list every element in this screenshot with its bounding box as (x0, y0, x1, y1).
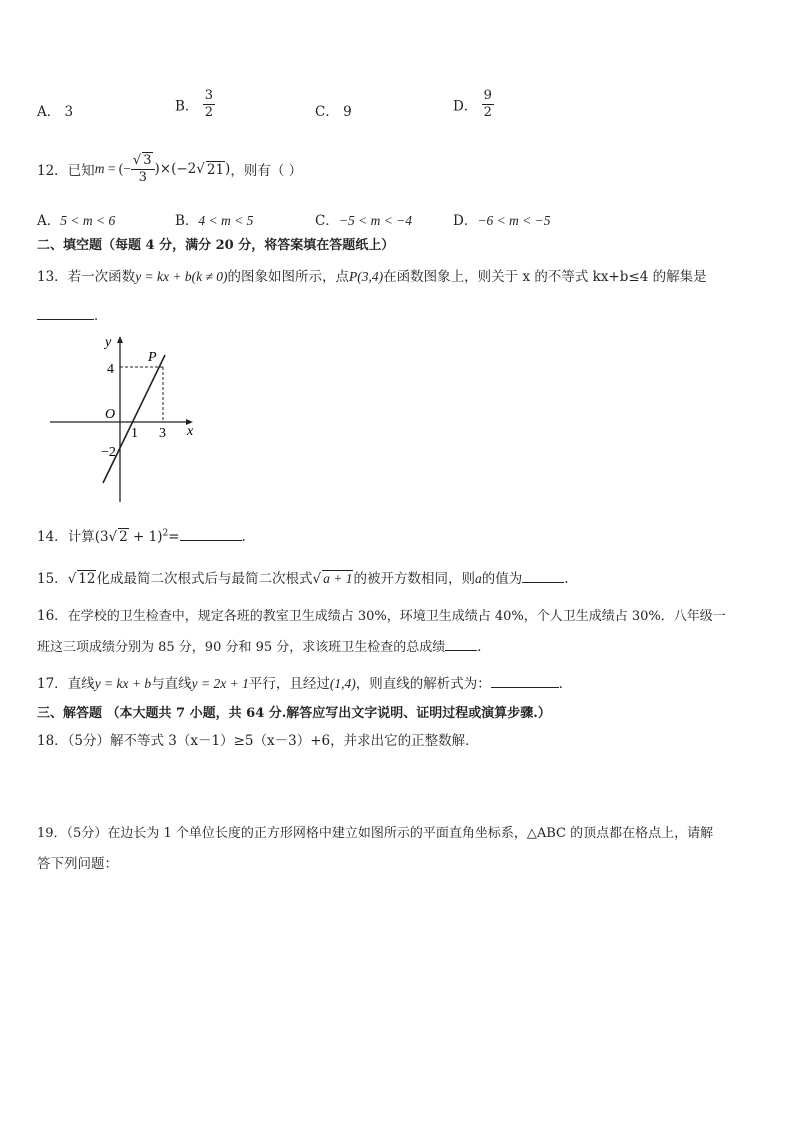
question-16-line-1 (37, 604, 726, 624)
y-axis-arrow-icon (117, 336, 123, 343)
math-expr: (1,4) (329, 676, 356, 691)
answer-blank[interactable] (180, 528, 242, 541)
q12-option-b (175, 209, 253, 229)
tick-label-neg2: −2 (101, 445, 116, 460)
radicand: 12 (78, 571, 96, 587)
radical-sign: √ (132, 153, 142, 168)
answer-blank[interactable] (37, 307, 94, 320)
q12-option-c (315, 209, 412, 229)
punctuation: ． (477, 639, 491, 655)
exponent: 2 (162, 528, 169, 539)
math-var: m (94, 161, 105, 176)
question-text: 若一次函数 (67, 269, 136, 285)
math-expr: )×(−2 (154, 161, 197, 177)
question-text: ，则直线的解析式为： (355, 676, 491, 692)
option-letter: D． (453, 98, 478, 115)
question-text: 在学校的卫生检查中，规定各班的教室卫生成绩占 30%，环境卫生成绩占 40%，个人卫生成绩占 30%．八年级一 (67, 609, 726, 624)
question-text: 的值为 (481, 571, 523, 587)
math-expr: + 1) (128, 529, 163, 545)
option-value: −5 < m < −4 (338, 213, 413, 228)
radicand: 21 (206, 161, 225, 178)
question-19-line-1: 19．（5分）在边长为 1 个单位长度的正方形网格中建立如图所示的平面直角坐标系，△ABC 的顶点都在格点上，请解 (37, 826, 714, 841)
question-13 (37, 265, 707, 285)
math-expr: = (168, 529, 180, 545)
fraction (131, 152, 155, 186)
option-letter: A． (37, 213, 61, 229)
punctuation: . (564, 571, 569, 587)
radicand: a + 1 (323, 571, 353, 586)
numerator: 9 (483, 88, 492, 103)
math-expr: y = kx + b(k ≠ 0) (135, 269, 228, 284)
punctuation: ． (94, 308, 108, 324)
question-text: 班这三项成绩分别为 85 分，90 分和 95 分，求该班卫生检查的总成绩 (37, 640, 446, 655)
question-text: 直线 (67, 676, 95, 692)
tick-label-3: 3 (159, 426, 166, 441)
question-16-line-2 (37, 635, 491, 655)
question-text: 与直线 (151, 676, 192, 692)
question-text: 计算 (67, 529, 95, 545)
punctuation: . (241, 529, 246, 545)
radical-sign: √ (67, 571, 77, 587)
q12-option-d (453, 209, 551, 229)
question-text: 已知 (67, 163, 95, 179)
question-15 (37, 567, 569, 587)
tick-label-4: 4 (107, 362, 114, 377)
answer-blank[interactable] (491, 675, 559, 688)
radical-sign: √ (312, 571, 322, 587)
numerator: 3 (204, 88, 213, 103)
option-letter: C． (315, 213, 339, 229)
math-expr: y = 2x + 1 (191, 676, 249, 691)
question-number: 13． (37, 269, 68, 285)
denominator: 3 (138, 170, 147, 185)
question-19-line-2: 答下列问题： (37, 856, 118, 872)
point-p-label: P (148, 350, 157, 365)
option-letter: A． (37, 104, 61, 120)
math-var: a (474, 571, 482, 586)
question-number: 14． (37, 529, 68, 545)
question-14 (37, 525, 246, 545)
question-number: 17． (37, 676, 68, 692)
answer-blank[interactable] (522, 570, 564, 583)
q11-option-d (453, 88, 494, 121)
origin-label: O (105, 407, 116, 422)
fraction (203, 88, 215, 121)
radicand: 3 (143, 153, 152, 168)
punctuation: ． (558, 676, 573, 692)
section-3-title: 三、解答题 （本大题共 7 小题，共 64 分.解答应写出文字说明、证明过程或演算步骤.） (37, 706, 551, 721)
option-letter: B． (175, 213, 199, 229)
question-12 (37, 152, 302, 186)
option-letter: C． (315, 104, 339, 120)
denominator: 2 (483, 105, 492, 120)
y-axis-label: y (105, 335, 112, 350)
radical-sign: √ (108, 529, 118, 545)
numerator (131, 152, 155, 170)
q11-option-c (315, 100, 352, 120)
q12-option-a (37, 209, 115, 229)
option-value: 4 < m < 5 (198, 213, 254, 228)
math-expr: y = kx + b (94, 676, 152, 691)
answer-blank[interactable] (445, 638, 477, 651)
option-value: 3 (64, 104, 74, 120)
q13-answer-line (37, 304, 108, 324)
tick-label-1: 1 (131, 426, 138, 441)
question-number: 16． (37, 608, 68, 624)
section-2-title: 二、填空题（每题 4 分，满分 20 分，将答案填在答题纸上） (37, 238, 395, 253)
math-expr: P(3,4) (349, 269, 384, 284)
question-text: 在函数图象上，则关于 x 的不等式 kx+b≤4 的解集是 (383, 269, 707, 285)
option-letter: B． (175, 98, 199, 115)
question-number: 12． (37, 163, 68, 179)
denominator: 2 (204, 105, 213, 120)
question-18: 18．（5分）解不等式 3（x－1）≥5（x－3）+6，并求出它的正整数解． (37, 733, 479, 749)
question-number: 15． (37, 571, 68, 587)
question-text: 的图象如图所示，点 (227, 269, 350, 285)
fraction (482, 88, 494, 121)
math-expr: (3 (94, 529, 109, 545)
math-expr: = (− (104, 161, 131, 176)
question-text: 的被开方数相同，则 (353, 571, 475, 587)
q13-graph (45, 330, 205, 505)
x-axis-label: x (187, 424, 194, 439)
math-expr: ) (225, 161, 231, 177)
option-value: 9 (343, 104, 352, 120)
radicand: 2 (119, 529, 128, 545)
radical-sign: √ (196, 161, 205, 177)
question-text: ，则有（ ） (230, 163, 303, 179)
question-17 (37, 672, 572, 692)
question-text: 平行，且经过 (248, 676, 330, 692)
option-value: 5 < m < 6 (60, 213, 116, 228)
question-text: 化成最简二次根式后与最简二次根式 (96, 571, 313, 587)
option-value: −6 < m < −5 (477, 213, 551, 228)
option-letter: D． (453, 213, 478, 229)
q11-option-b (175, 88, 215, 121)
q11-option-a (37, 100, 73, 120)
